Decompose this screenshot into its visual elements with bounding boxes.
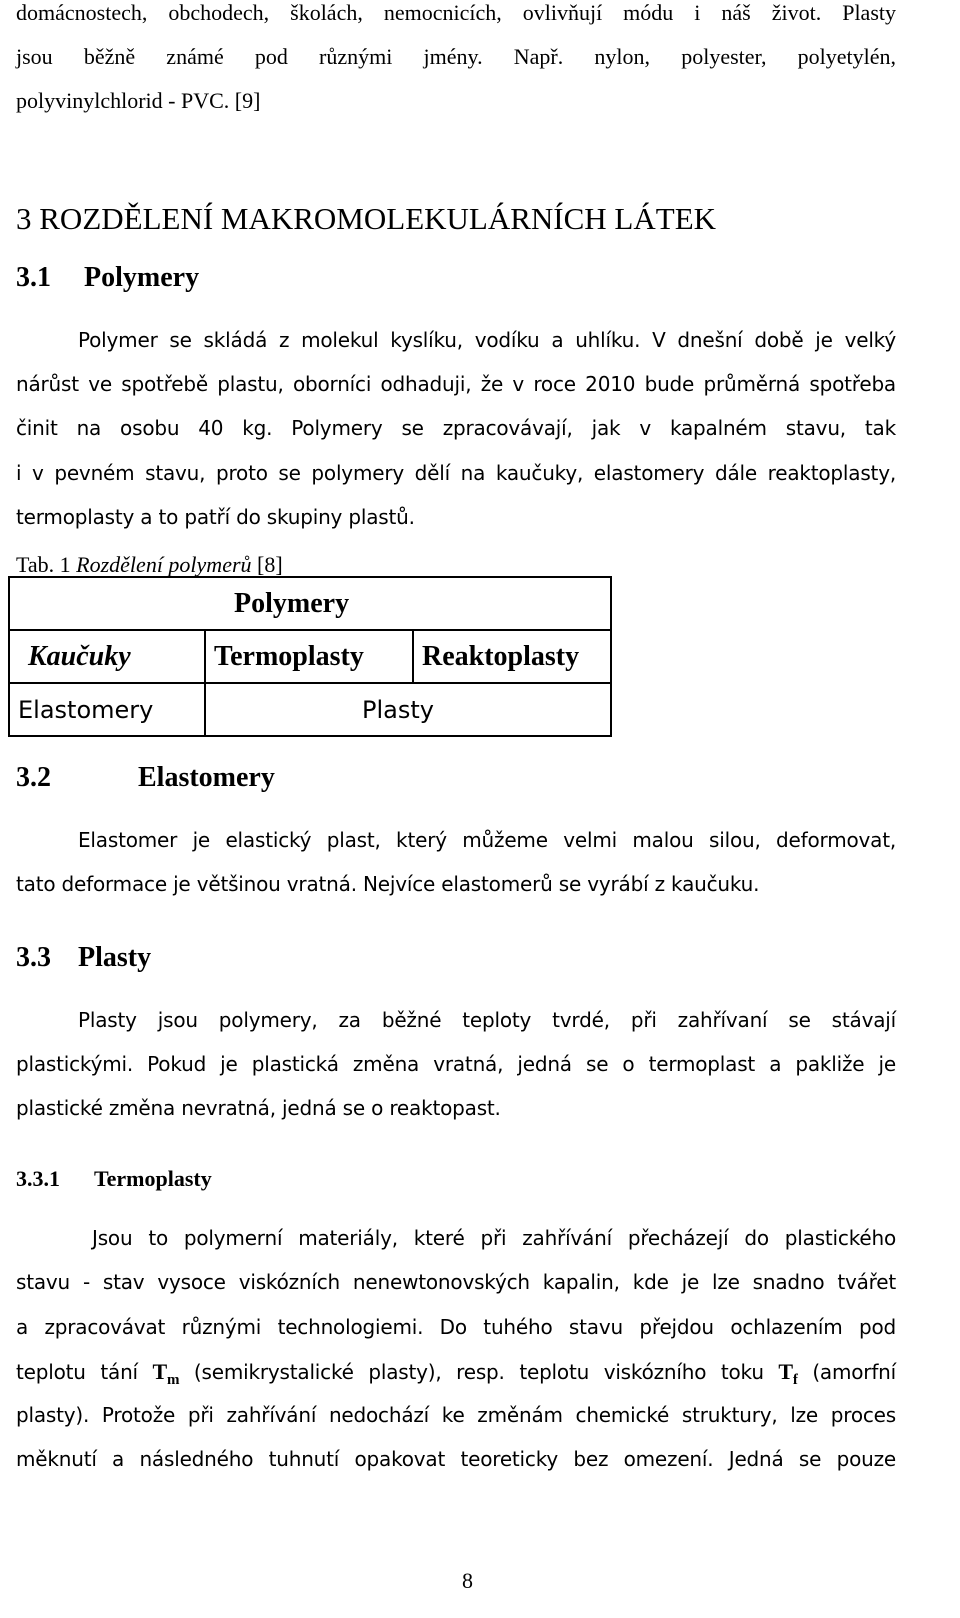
symbol-tf [778, 1359, 798, 1388]
section-title: Plasty [78, 942, 152, 973]
section-number: 3.1 [16, 262, 51, 293]
section-title: Polymery [84, 262, 200, 293]
s331-line-3: a zpracovávat různými technologiemi. Do tuhého stavu přejdou ochlazením pod [16, 1315, 896, 1339]
section-3-3-heading [16, 942, 151, 974]
symbol-t: T [778, 1359, 793, 1384]
section-3-1-heading [16, 262, 199, 294]
s331-line-6: měknutí a následného tuhnutí opakovat teoreticky bez omezení. Jedná se pouze [16, 1447, 896, 1471]
table-cell: Kaučuky [9, 630, 205, 683]
intro-line-1: domácnostech, obchodech, školách, nemocnicích, ovlivňují módu i náš život. Plasty [16, 0, 896, 25]
s331-line-4-part-a: teplotu tání [16, 1360, 153, 1384]
section-title: Elastomery [138, 762, 275, 793]
s31-line-2: nárůst ve spotřebě plastu, oborníci odhaduji, že v roce 2010 bude průměrná spotřeba [16, 372, 896, 396]
table-header-row [9, 577, 611, 630]
chapter-title: 3 ROZDĚLENÍ MAKROMOLEKULÁRNÍCH LÁTEK [16, 201, 717, 236]
s31-line-4: i v pevném stavu, proto se polymery dělí na kaučuky, elastomery dále reaktoplasty, [16, 461, 896, 485]
s31-line-5: termoplasty a to patří do skupiny plastů. [16, 505, 415, 529]
s32-line-2: tato deformace je většinou vratná. Nejvíce elastomerů se vyrábí z kaučuku. [16, 872, 760, 896]
table-header-cell: Polymery [9, 577, 611, 630]
s33-line-2: plastickými. Pokud je plastická změna vratná, jedná se o termoplast a pakliže je [16, 1052, 896, 1076]
subscript-m: m [167, 1372, 180, 1388]
table-cell: Reaktoplasty [413, 630, 611, 683]
subscript-f: f [792, 1372, 798, 1388]
section-title: Termoplasty [94, 1166, 212, 1191]
table-row [9, 683, 611, 736]
s331-line-4-part-b: (semikrystalické plasty), resp. teplotu viskózního toku [179, 1360, 779, 1384]
caption-title: Rozdělení polymerů [76, 552, 252, 577]
section-3-2-heading [16, 762, 275, 794]
symbol-tm [152, 1359, 180, 1388]
s33-line-3: plastické změna nevratná, jedná se o reaktopast. [16, 1096, 501, 1120]
section-number: 3.3.1 [16, 1166, 60, 1191]
page-number: 8 [462, 1568, 473, 1593]
s33-line-1: Plasty jsou polymery, za běžné teploty tvrdé, při zahřívaní se stávají [78, 1008, 896, 1032]
table-cell: Elastomery [9, 683, 205, 736]
section-3-3-1-heading [16, 1166, 212, 1192]
table-caption [16, 552, 283, 578]
section-number: 3.3 [16, 942, 51, 973]
polymer-table [8, 576, 612, 737]
section-number: 3.2 [16, 762, 51, 793]
intro-line-3: polyvinylchlorid - PVC. [9] [16, 88, 261, 113]
s331-line-4-part-c: (amorfní [797, 1360, 896, 1384]
s31-line-3: činit na osobu 40 kg. Polymery se zpracovávají, jak v kapalném stavu, tak [16, 416, 896, 440]
caption-ref: [8] [251, 552, 283, 577]
s331-line-5: plasty). Protože při zahřívání nedochází ke změnám chemické struktury, lze proces [16, 1403, 896, 1427]
table-row [9, 630, 611, 683]
caption-prefix: Tab. 1 [16, 552, 77, 577]
s32-line-1: Elastomer je elastický plast, který můžeme velmi malou silou, deformovat, [78, 828, 896, 852]
intro-line-2: jsou běžně známé pod různými jmény. Např. nylon, polyester, polyetylén, [16, 44, 896, 69]
table-cell: Plasty [205, 683, 611, 736]
s31-line-1: Polymer se skládá z molekul kyslíku, vodíku a uhlíku. V dnešní době je velký [78, 328, 896, 352]
s331-line-2: stavu - stav vysoce viskózních nenewtonovských kapalin, kde je lze snadno tvářet [16, 1270, 896, 1294]
symbol-t: T [152, 1359, 168, 1384]
table-cell: Termoplasty [205, 630, 413, 683]
s331-line-4 [16, 1359, 896, 1389]
s331-line-1: Jsou to polymerní materiály, které při zahřívání přecházejí do plastického [92, 1226, 896, 1250]
